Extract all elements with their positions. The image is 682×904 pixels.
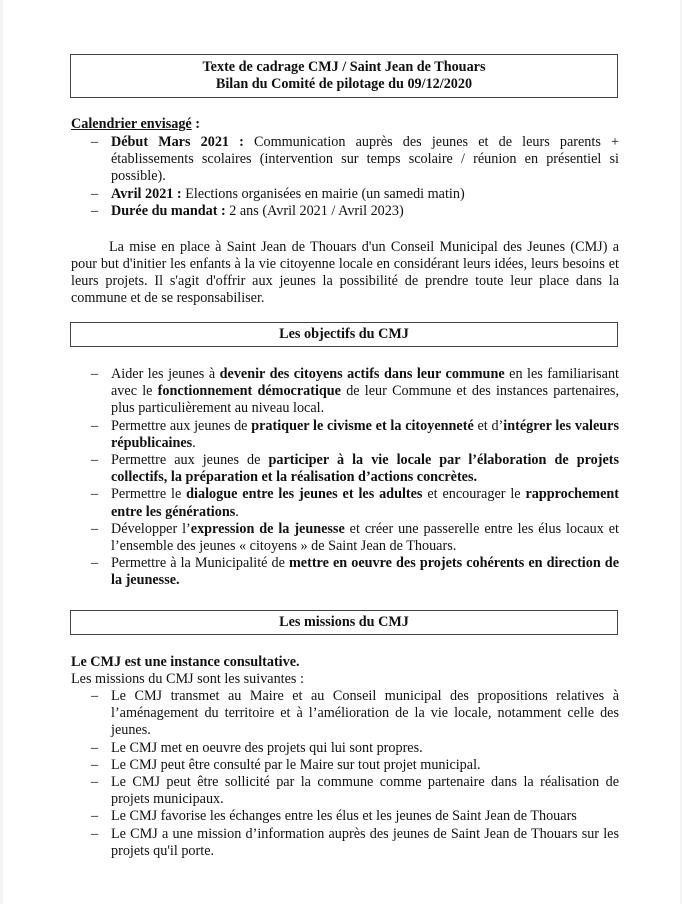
- mission-text: Le CMJ peut être consulté par le Maire sur tout projet municipal.: [111, 756, 481, 773]
- dash-bullet-icon: –: [91, 825, 99, 842]
- mission-item: [91, 757, 619, 774]
- objectif-emphasis: rapprochement entre les générations: [111, 486, 619, 520]
- dash-bullet-icon: –: [91, 555, 99, 572]
- objectif-text: Permettre aux jeunes de: [111, 417, 252, 434]
- dash-bullet-icon: –: [91, 739, 99, 756]
- document-subtitle: Bilan du Comité de pilotage du 09/12/2020: [215, 76, 473, 92]
- dash-bullet-icon: –: [91, 688, 99, 704]
- objectifs-section-title: Les objectifs du CMJ: [70, 322, 618, 347]
- objectif-emphasis: fonctionnement démocratique: [157, 383, 341, 400]
- objectif-item: [91, 418, 619, 452]
- objectif-text: .: [235, 503, 239, 520]
- calendrier-item-label: Début Mars 2021 :: [111, 134, 244, 150]
- dash-bullet-icon: –: [91, 756, 99, 773]
- dash-bullet-icon: –: [91, 134, 99, 150]
- calendrier-item-text: Elections organisées en mairie (un samedi matin): [181, 185, 465, 202]
- calendrier-item: [91, 203, 619, 220]
- objectif-item: [91, 452, 619, 486]
- objectif-text: et créer une passerelle entre les élus locaux et l’ensemble des jeunes « citoyens » de Saint Jean de Thouars.: [111, 520, 619, 555]
- title-box: [70, 54, 618, 98]
- objectif-text: de leur Commune et des instances partenaires, plus particulièrement au niveau local.: [111, 383, 619, 417]
- dash-bullet-icon: –: [91, 417, 99, 434]
- missions-section-title: Les missions du CMJ: [70, 610, 618, 635]
- missions-list: [91, 688, 619, 860]
- calendrier-item-text: Communication auprès des jeunes et de leurs parents + établissements scolaires (intervention sur temps scolaire / réunion en présentiel si possible).: [111, 134, 619, 185]
- calendrier-item-label: Avril 2021 :: [111, 185, 182, 202]
- objectif-text: Aider les jeunes à: [111, 366, 220, 382]
- dash-bullet-icon: –: [91, 185, 99, 202]
- objectif-text: et encourager le: [422, 486, 526, 503]
- mission-text: Le CMJ favorise les échanges entre les élus et les jeunes de Saint Jean de Thouars: [111, 808, 577, 825]
- objectif-emphasis: devenir des citoyens actifs dans leur commune: [219, 366, 505, 382]
- objectif-text: en les familiarisant avec le: [111, 366, 619, 400]
- calendrier-item: [91, 186, 619, 203]
- mission-text: Le CMJ transmet au Maire et au Conseil municipal des propositions relatives à l’aménagement du territoire et à l’amélioration de la vie locale, notamment celle des jeunes.: [111, 688, 619, 739]
- objectif-emphasis: expression de la jeunesse: [190, 520, 345, 537]
- objectif-text: .: [192, 434, 196, 451]
- objectif-item: [91, 555, 619, 589]
- calendrier-heading: [71, 116, 200, 133]
- objectif-emphasis: pratiquer le civisme et la citoyenneté: [251, 417, 474, 434]
- document-page: [3, 0, 680, 904]
- objectif-item: [91, 521, 619, 555]
- objectifs-list: [91, 366, 619, 590]
- objectif-emphasis: dialogue entre les jeunes et les adultes: [186, 486, 423, 503]
- dash-bullet-icon: –: [91, 366, 99, 382]
- dash-bullet-icon: –: [91, 520, 99, 537]
- objectif-item: [91, 366, 619, 418]
- objectif-text: Permettre le: [111, 486, 187, 503]
- missions-lead: Les missions du CMJ sont les suivantes :: [71, 671, 304, 687]
- document-title: Texte de cadrage CMJ / Saint Jean de Thouars: [202, 59, 486, 75]
- dash-bullet-icon: –: [91, 774, 99, 791]
- calendrier-heading-colon: :: [191, 116, 200, 132]
- intro-paragraph: La mise en place à Saint Jean de Thouars d'un Conseil Municipal des Jeunes (CMJ) a pour but d'initier les enfants à la vie citoyenne locale en considérant leurs idées, leurs besoins et leurs projets. Il s'agit d'offrir aux jeunes la possibilité de prendre toute leur place dans la commune et de se responsabiliser.: [71, 239, 619, 306]
- dash-bullet-icon: –: [91, 486, 99, 503]
- calendrier-list: [91, 134, 619, 220]
- dash-bullet-icon: –: [91, 808, 99, 825]
- mission-text: Le CMJ met en oeuvre des projets qui lui sont propres.: [111, 739, 423, 756]
- objectif-text: Permettre aux jeunes de: [111, 452, 269, 469]
- calendrier-item: [91, 134, 619, 186]
- mission-item: [91, 808, 619, 825]
- calendrier-item-label: Durée du mandat :: [111, 202, 226, 219]
- objectif-text: et d’: [473, 417, 504, 434]
- calendrier-heading-text: Calendrier envisagé: [71, 116, 192, 132]
- objectif-emphasis: participer à la vie locale par l’élaboration de projets collectifs, la préparation et la réalisation d’actions concrètes.: [111, 452, 619, 486]
- mission-text: Le CMJ a une mission d’information auprès des jeunes de Saint Jean de Thouars sur les projets qu'il porte.: [111, 825, 619, 859]
- objectif-emphasis: mettre en oeuvre des projets cohérents en direction de la jeunesse.: [111, 555, 619, 589]
- mission-item: [91, 774, 619, 808]
- objectif-text: Développer l’: [111, 520, 191, 537]
- missions-lead-bold: Le CMJ est une instance consultative.: [71, 654, 300, 670]
- objectif-item: [91, 486, 619, 520]
- mission-item: [91, 688, 619, 740]
- mission-item: [91, 740, 619, 757]
- objectif-text: Permettre à la Municipalité de: [111, 555, 289, 572]
- mission-item: [91, 826, 619, 860]
- mission-text: Le CMJ peut être sollicité par la commune comme partenaire dans la réalisation de projets municipaux.: [111, 774, 619, 808]
- objectif-emphasis: intégrer les valeurs républicaines: [111, 417, 619, 451]
- dash-bullet-icon: –: [91, 452, 99, 469]
- calendrier-item-text: 2 ans (Avril 2021 / Avril 2023): [225, 202, 404, 219]
- dash-bullet-icon: –: [91, 202, 99, 219]
